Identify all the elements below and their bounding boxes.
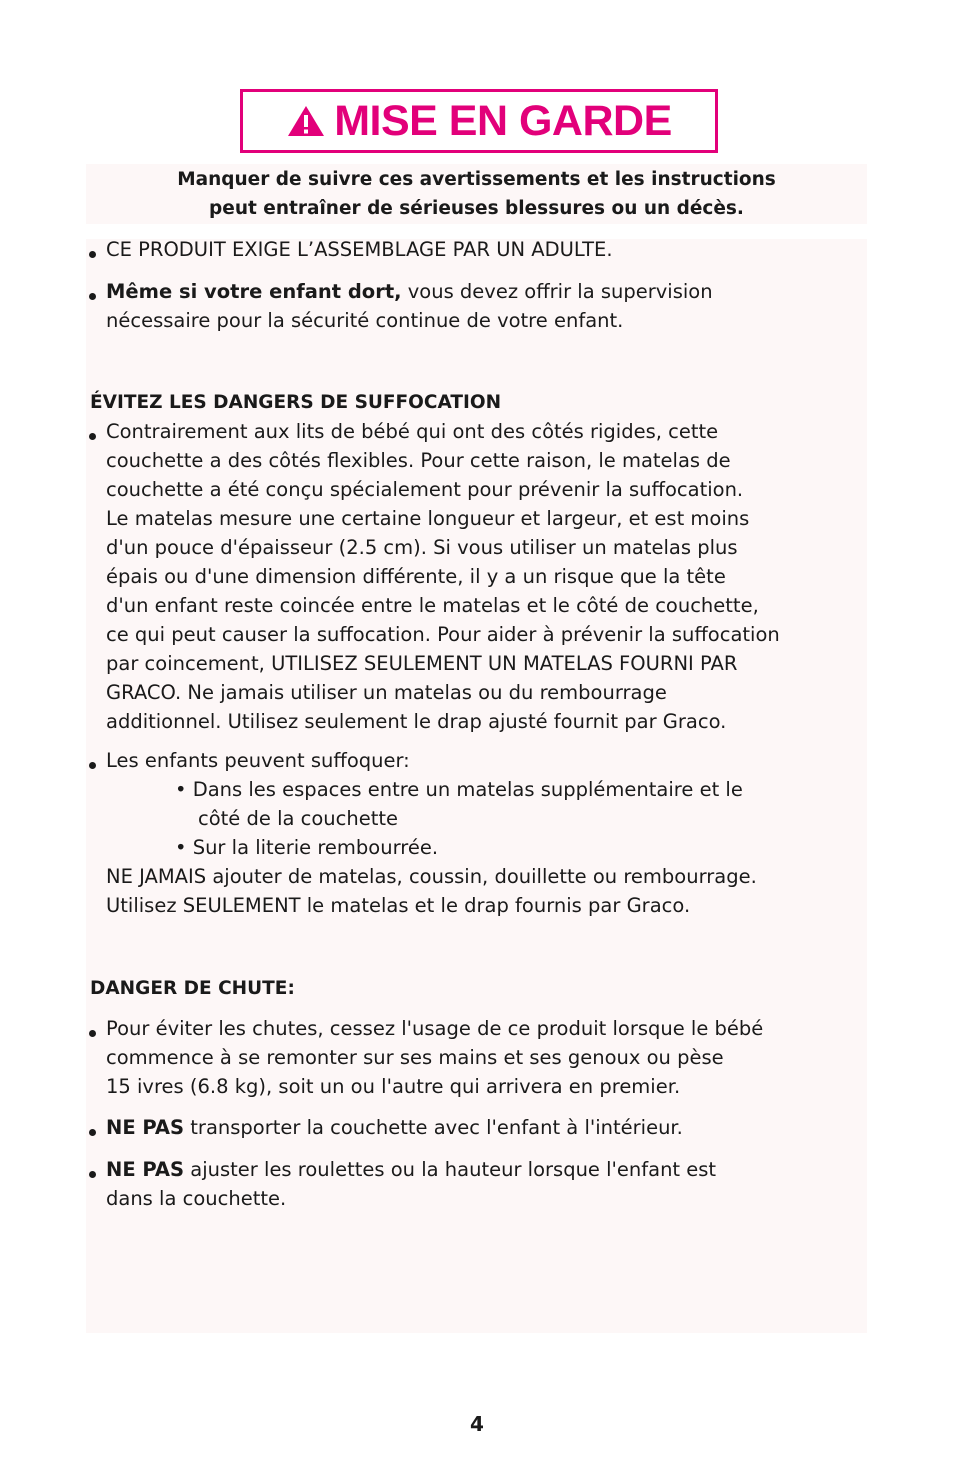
sub-item-spaces-cont: côté de la couchette <box>198 807 399 830</box>
kids-can-suffocate: Les enfants peuvent suffoquer: <box>106 749 410 772</box>
suffocation-paragraph: Contrairement aux lits de bébé qui ont des côtés rigides, cette couchette a des côtés flexibles. Pour cette raison, le matelas de couchette a été conçu spécialement pour prévenir la suffocation. Le matelas mesure une certaine longueur et largeur, et est moins d'un pouce d'épaisseur (2.5 cm). Si vous utiliser un matelas plus épais ou d'une dimension différente, il y a un risque que la tête d'un enfant reste coincée entre le matelas et le côté de couchette, ce qui peut causer la suffocation. Pour aider à prévenir la suffocation par coincement, UTILISEZ SEULEMENT UN MATELAS FOURNI PAR GRACO. Ne jamais utiliser un matelas ou du rembourrage additionnel. Utilisez seulement le drap ajusté fournit par Graco. <box>106 420 780 733</box>
general-item-supervision: Même si votre enfant dort, vous devez offrir la supervision nécessaire pour la sécurité continue de votre enfant. <box>106 280 713 332</box>
emphasis-text: NE PAS <box>106 1158 185 1181</box>
sub-item-bedding: • Sur la literie rembourrée. <box>175 836 439 859</box>
sub-item-spaces: • Dans les espaces entre un matelas supplémentaire et le <box>175 778 743 801</box>
intro-warning <box>86 164 867 224</box>
emphasis-text: NE PAS <box>106 1116 185 1139</box>
page-number: 4 <box>470 1412 484 1436</box>
intro-line: Manquer de suivre ces avertissements et les instructions <box>177 169 776 190</box>
bullet-dot-icon <box>89 1129 96 1136</box>
bullet-dot-icon <box>89 1171 96 1178</box>
bullet-dot-icon <box>89 433 96 440</box>
section-heading-fall: DANGER DE CHUTE: <box>90 978 295 999</box>
bullet-dot-icon <box>89 251 96 258</box>
page-title: MISE EN GARDE <box>334 96 672 145</box>
emphasis-text: Même si votre enfant dort, <box>106 280 402 303</box>
body-text: vous devez offrir la supervision <box>401 280 713 303</box>
title-box <box>240 89 718 153</box>
bullet-dot-icon <box>89 293 96 300</box>
bullet-dot-icon <box>89 762 96 769</box>
fall-item-stop-use: Pour éviter les chutes, cessez l'usage de ce produit lorsque le bébé commence à se remonter sur ses mains et ses genoux ou pèse 15 ivres (6.8 kg), soit un ou l'autre qui arrivera en premier. <box>106 1017 764 1098</box>
body-text: transporter la couchette avec l'enfant à l'intérieur. <box>184 1116 683 1139</box>
warning-triangle-icon <box>286 104 326 138</box>
fall-item-no-adjust: NE PAS ajuster les roulettes ou la hauteur lorsque l'enfant est dans la couchette. <box>106 1158 717 1210</box>
body-text: ajuster les roulettes ou la hauteur lorsque l'enfant est <box>184 1158 717 1181</box>
bullet-dot-icon <box>89 1030 96 1037</box>
never-add-mattress: NE JAMAIS ajouter de matelas, coussin, douillette ou rembourrage. Utilisez SEULEMENT le matelas et le drap fournis par Graco. <box>106 865 757 917</box>
general-item-adult-assembly: CE PRODUIT EXIGE L’ASSEMBLAGE PAR UN ADULTE. <box>106 238 613 261</box>
section-heading-suffocation: ÉVITEZ LES DANGERS DE SUFFOCATION <box>90 392 502 413</box>
fall-item-no-transport <box>106 1113 683 1142</box>
intro-line: peut entraîner de sérieuses blessures ou un décès. <box>209 198 744 219</box>
